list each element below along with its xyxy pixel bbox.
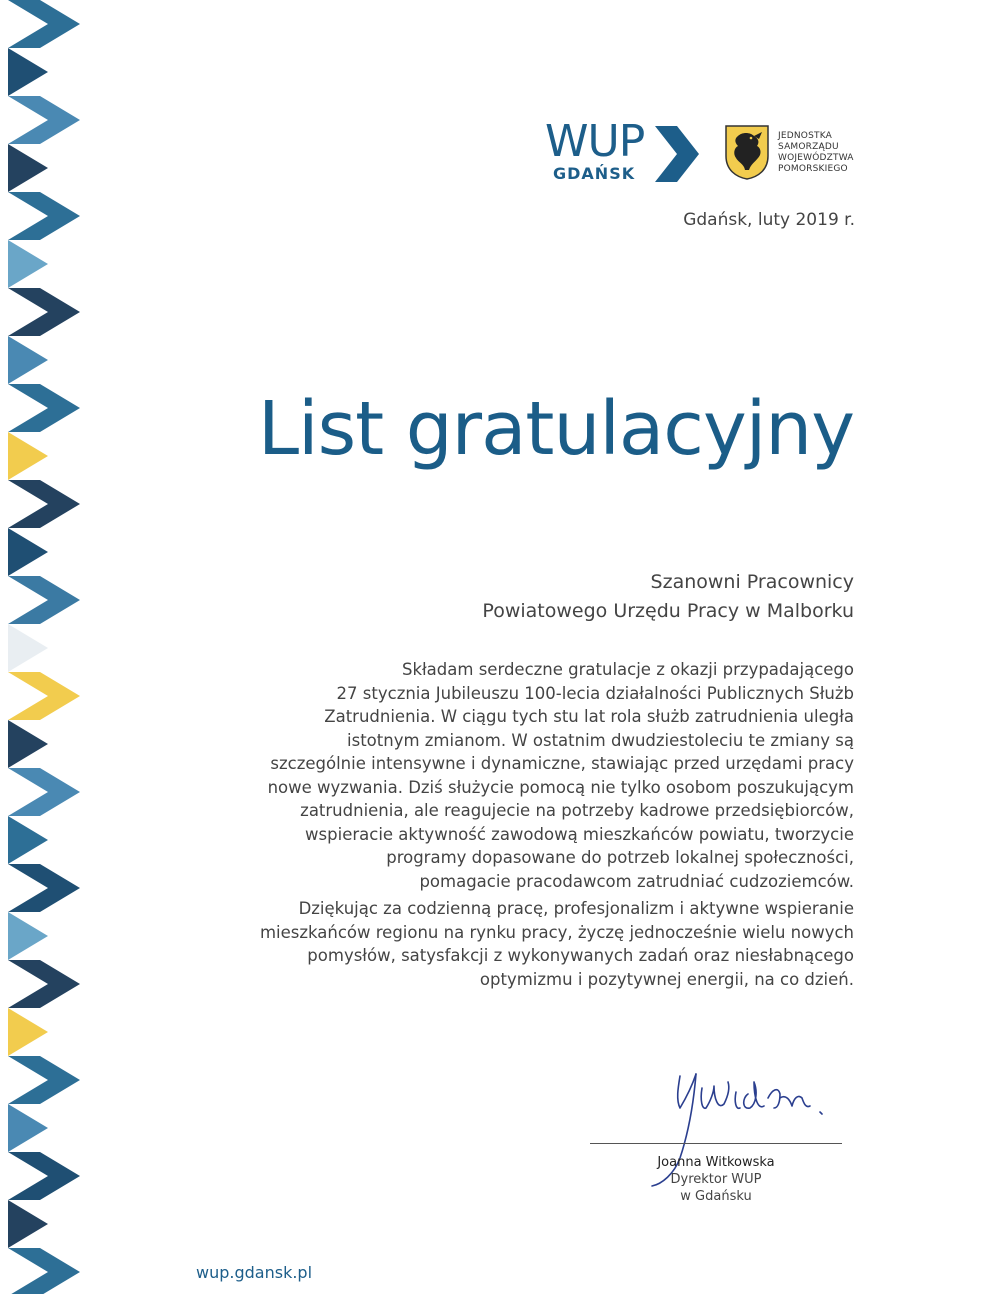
paragraph-line: Dziękując za codzienną pracę, profesjonalizm i aktywne wspieranie [298,899,854,918]
addressee [482,568,854,626]
stripe-chevron [8,816,48,864]
stripe-chevron [8,144,48,192]
paragraph-1 [194,658,854,893]
stripe-chevron [8,624,48,672]
paragraph-line: nowe wyzwania. Dziś służycie pomocą nie tylko osobom poszukującym [267,777,854,797]
decorative-chevron-stripe [0,0,100,1294]
wup-gdansk-logo [545,116,705,190]
stripe-chevron [8,1008,48,1056]
stripe-chevron [8,912,48,960]
unit-line: SAMORZĄDU [778,142,839,152]
unit-line: WOJEWÓDZTWA [778,153,854,163]
stripe-chevron [8,1248,80,1294]
stripe-chevron [8,576,80,624]
stripe-chevron [8,960,80,1008]
paragraph-line: pomysłów, satysfakcji z wykonywanych zadań oraz niesłabnącego [307,946,854,965]
stripe-chevron [8,432,48,480]
stripe-chevron [8,768,80,816]
addressee-line: Powiatowego Urzędu Pracy w Malborku [482,600,854,622]
stripe-chevron [8,192,80,240]
paragraph-line: pomagacie pracodawcom zatrudniać cudzoziemców. [419,871,854,891]
addressee-line: Szanowni Pracownicy [650,571,854,593]
paragraph-line: istotnym zmianom. W ostatnim dwudziestoleciu te zmiany są [347,730,854,750]
stripe-chevron [8,48,48,96]
paragraph-line: optymizmu i pozytywnej energii, na co dzień. [479,969,854,989]
stripe-chevron [8,336,48,384]
stripe-chevron [8,1104,48,1152]
stripe-chevron [8,1200,48,1248]
paragraph-line: 27 stycznia Jubileuszu 100-lecia działalności Publicznych Służb [336,683,854,703]
paragraph-line: zatrudnienia, ale reagujecie na potrzeby kadrowe przedsiębiorców, [300,801,854,820]
logo-gdansk-text: GDAŃSK [553,164,636,183]
stripe-chevron [8,240,48,288]
footer-website-link[interactable]: wup.gdansk.pl [196,1263,313,1282]
letter-title: List gratulacyjny [257,386,854,472]
paragraph-line: mieszkańców regionu na rynku pracy, życzę jednocześnie wielu nowych [259,922,854,942]
stripe-chevron [8,720,48,768]
signer-name: Joanna Witkowska [657,1155,775,1170]
paragraph-line: szczególnie intensywne i dynamiczne, stawiając przed urzędami pracy [270,754,854,773]
paragraph-line: Składam serdeczne gratulacje z okazji przypadającego [401,660,854,679]
stripe-chevron [8,672,80,720]
signature-line [590,1143,842,1144]
stripe-chevron [8,288,80,336]
stripe-chevron [8,96,80,144]
paragraph-line: Zatrudnienia. W ciągu tych stu lat rola służb zatrudnienia uległa [324,707,854,726]
unit-line: JEDNOSTKA [778,131,832,141]
paragraph-line: wspieracie aktywność zawodową mieszkańców powiatu, tworzycie [305,824,854,844]
signer-role: Dyrektor WUP [670,1172,762,1187]
stripe-chevron [8,528,48,576]
logo-chevron-icon [655,126,699,182]
stripe-chevron [8,864,80,912]
paragraph-2 [194,897,854,991]
stripe-chevron [8,384,80,432]
stripe-chevron [8,1152,80,1200]
letter-date: Gdańsk, luty 2019 r. [683,210,855,230]
unit-name [778,131,854,175]
pomeranian-griffin-crest-icon [724,124,770,180]
stripe-chevron [8,0,80,48]
paragraph-line: programy dopasowane do potrzeb lokalnej społeczności, [386,848,854,867]
signer-block [590,1154,842,1205]
logo-wup-text: WUP [545,116,645,167]
signer-place: w Gdańsku [680,1189,752,1204]
unit-line: POMORSKIEGO [778,164,848,174]
stripe-chevron [8,480,80,528]
stripe-chevron [8,1056,80,1104]
